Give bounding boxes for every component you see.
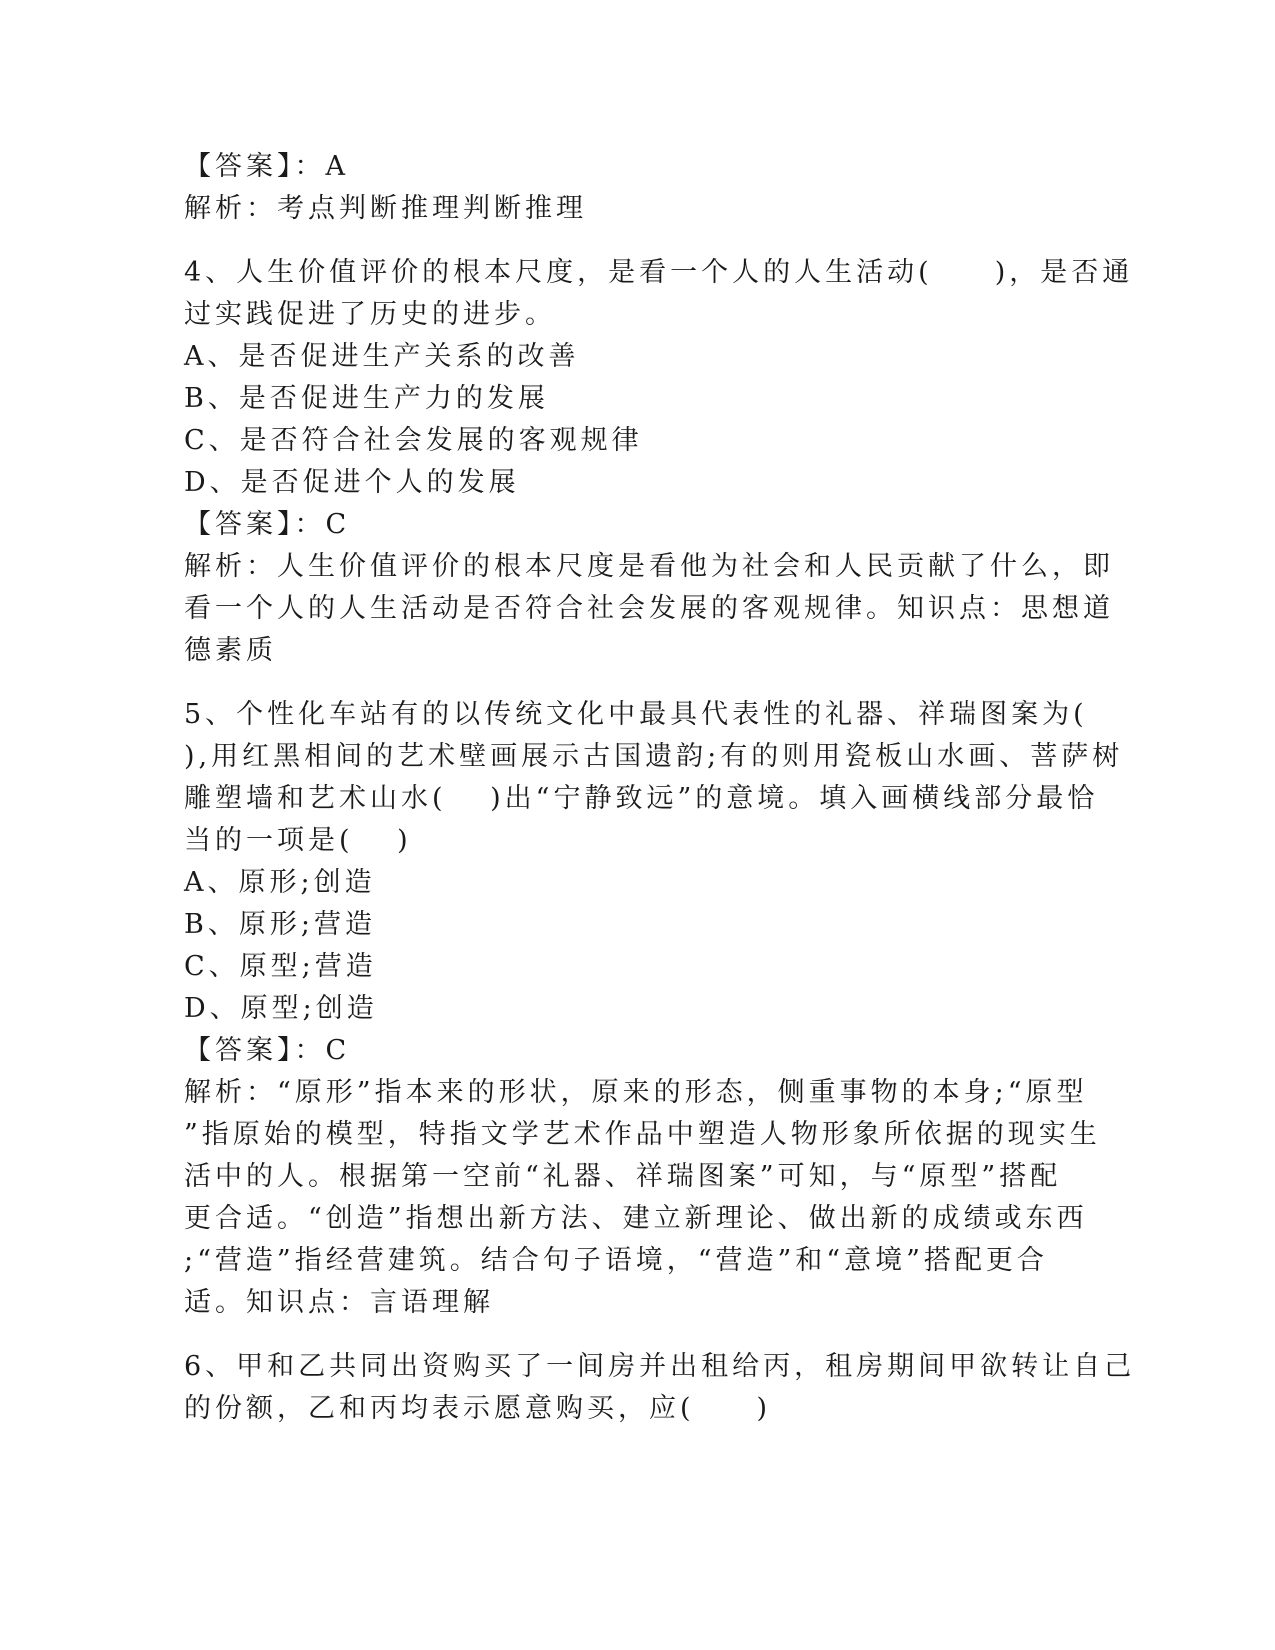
question-stem-line: 5、个性化车站有的以传统文化中最具代表性的礼器、祥瑞图案为( — [184, 699, 1088, 730]
option-b: B、是否促进生产力的发展 — [184, 383, 549, 414]
option-b: B、原形;营造 — [184, 909, 376, 940]
question-6 — [184, 1346, 1136, 1430]
option-c: C、原型;营造 — [184, 951, 377, 982]
analysis-line: 看一个人的人生活动是否符合社会发展的客观规律。知识点：思想道 — [184, 593, 1114, 624]
analysis-line: 解析：人生价值评价的根本尺度是看他为社会和人民贡献了什么，即 — [184, 551, 1114, 582]
question-stem-line: 6、甲和乙共同出资购买了一间房并出租给丙，租房期间甲欲转让自己 — [184, 1351, 1136, 1382]
answer-line: 【答案】：C — [184, 509, 351, 540]
question-3-tail — [184, 146, 1064, 230]
spacer — [184, 1324, 1064, 1346]
analysis-line: ;“营造”指经营建筑。结合句子语境，“营造”和“意境”搭配更合 — [184, 1245, 1048, 1276]
option-d: D、是否促进个人的发展 — [184, 467, 520, 498]
question-stem-line: 雕塑墙和艺术山水( )出“宁静致远”的意境。填入画横线部分最恰 — [184, 783, 1099, 814]
question-5 — [184, 694, 1124, 1324]
analysis-line: 活中的人。根据第一空前“礼器、祥瑞图案”可知，与“原型”搭配 — [184, 1161, 1062, 1192]
option-d: D、原型;创造 — [184, 993, 378, 1024]
answer-line: 【答案】：A — [184, 151, 349, 182]
option-a: A、原形;创造 — [184, 867, 376, 898]
question-stem-line: 的份额，乙和丙均表示愿意购买，应( ) — [184, 1393, 772, 1424]
question-stem-line: 过实践促进了历史的进步。 — [184, 299, 556, 330]
analysis-line: 更合适。“创造”指想出新方法、建立新理论、做出新的成绩或东西 — [184, 1203, 1088, 1234]
analysis-line: 适。知识点：言语理解 — [184, 1287, 494, 1318]
option-a: A、是否促进生产关系的改善 — [184, 341, 580, 372]
option-c: C、是否符合社会发展的客观规律 — [184, 425, 643, 456]
question-4 — [184, 252, 1134, 672]
analysis-line: 解析：“原形”指本来的形状，原来的形态，侧重事物的本身;“原型 — [184, 1077, 1088, 1108]
question-stem-line: 4、人生价值评价的根本尺度，是看一个人的人生活动( )，是否通 — [184, 257, 1134, 288]
document-body — [184, 146, 1136, 1430]
analysis-line: 解析：考点判断推理判断推理 — [184, 193, 587, 224]
question-stem-line: 当的一项是( ) — [184, 825, 412, 856]
question-stem-line: ),用红黑相间的艺术壁画展示古国遗韵;有的则用瓷板山水画、菩萨树 — [184, 741, 1124, 772]
answer-line: 【答案】：C — [184, 1035, 351, 1066]
analysis-line: ”指原始的模型，特指文学艺术作品中塑造人物形象所依据的现实生 — [184, 1119, 1101, 1150]
analysis-line: 德素质 — [184, 635, 277, 666]
spacer — [184, 672, 1064, 694]
spacer — [184, 230, 1064, 252]
